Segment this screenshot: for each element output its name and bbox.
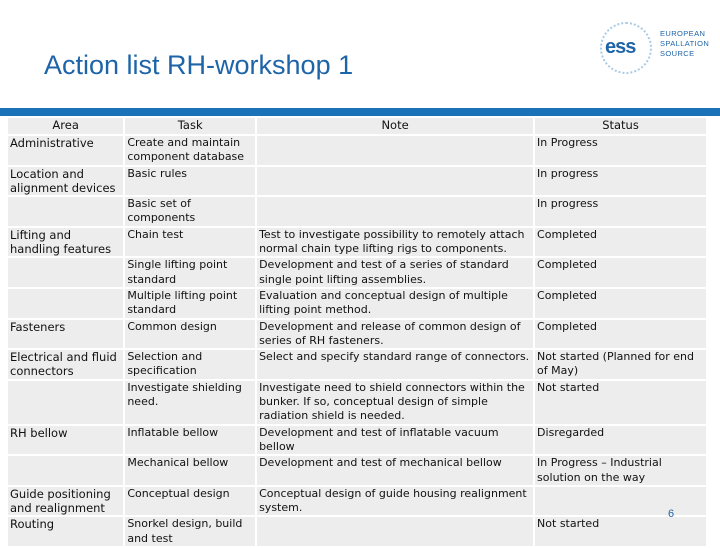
- area-cell: [8, 197, 123, 226]
- task-cell: Conceptual design: [125, 487, 255, 516]
- action-table-wrap: [6, 116, 708, 548]
- area-cell: [8, 289, 123, 318]
- status-cell: Completed: [535, 258, 706, 287]
- area-cell: Fasteners: [8, 320, 123, 349]
- table-header-row: [8, 118, 706, 134]
- status-cell: Not started: [535, 517, 706, 546]
- header-status: Status: [535, 118, 706, 134]
- area-cell: Administrative: [8, 136, 123, 165]
- task-cell: Single lifting point standard: [125, 258, 255, 287]
- action-table: [6, 116, 708, 548]
- note-cell: Select and specify standard range of connectors.: [257, 350, 533, 379]
- logo-line-2: SPALLATION: [660, 39, 710, 48]
- task-cell: Chain test: [125, 228, 255, 257]
- note-cell: Development and test of mechanical bellow: [257, 456, 533, 485]
- note-cell: Development and test of inflatable vacuum bellow: [257, 426, 533, 455]
- table-row: [8, 258, 706, 287]
- note-cell: [257, 136, 533, 165]
- slide-header: [0, 0, 720, 108]
- table-row: [8, 517, 706, 546]
- page-number: 6: [668, 508, 675, 520]
- note-cell: Conceptual design of guide housing realignment system.: [257, 487, 533, 516]
- status-cell: In Progress: [535, 136, 706, 165]
- area-cell: Routing: [8, 517, 123, 546]
- status-cell: In progress: [535, 167, 706, 196]
- note-cell: [257, 167, 533, 196]
- task-cell: Create and maintain component database: [125, 136, 255, 165]
- table-row: [8, 197, 706, 226]
- area-cell: Electrical and fluid connectors: [8, 350, 123, 379]
- area-cell: RH bellow: [8, 426, 123, 455]
- task-cell: Selection and specification: [125, 350, 255, 379]
- table-row: [8, 320, 706, 349]
- logo-line-1: EUROPEAN: [660, 29, 706, 38]
- task-cell: Snorkel design, build and test: [125, 517, 255, 546]
- status-cell: Completed: [535, 320, 706, 349]
- task-cell: Common design: [125, 320, 255, 349]
- status-cell: In Progress – Industrial solution on the way: [535, 456, 706, 485]
- logo-line-3: SOURCE: [660, 49, 695, 58]
- status-cell: Completed: [535, 289, 706, 318]
- note-cell: [257, 197, 533, 226]
- slide-title: Action list RH-workshop 1: [44, 50, 354, 80]
- area-cell: [8, 381, 123, 424]
- task-cell: Investigate shielding need.: [125, 381, 255, 424]
- area-cell: Location and alignment devices: [8, 167, 123, 196]
- table-row: [8, 487, 706, 516]
- status-cell: [535, 487, 706, 516]
- area-cell: [8, 456, 123, 485]
- note-cell: Test to investigate possibility to remotely attach normal chain type lifting rigs to components.: [257, 228, 533, 257]
- note-cell: [257, 517, 533, 546]
- table-row: [8, 167, 706, 196]
- logo-text: [660, 29, 709, 59]
- header-note: Note: [257, 118, 533, 134]
- note-cell: Development and test of a series of standard single point lifting assemblies.: [257, 258, 533, 287]
- table-row: [8, 228, 706, 257]
- note-cell: Evaluation and conceptual design of multiple lifting point method.: [257, 289, 533, 318]
- area-cell: Guide positioning and realignment: [8, 487, 123, 516]
- header-task: Task: [125, 118, 255, 134]
- table-row: [8, 426, 706, 455]
- task-cell: Basic rules: [125, 167, 255, 196]
- area-cell: Lifting and handling features: [8, 228, 123, 257]
- table-row: [8, 289, 706, 318]
- status-cell: Not started (Planned for end of May): [535, 350, 706, 379]
- status-cell: Disregarded: [535, 426, 706, 455]
- ess-logo: [596, 20, 714, 78]
- note-cell: Development and release of common design of series of RH fasteners.: [257, 320, 533, 349]
- task-cell: Mechanical bellow: [125, 456, 255, 485]
- status-cell: Not started: [535, 381, 706, 424]
- header-band: [0, 108, 720, 116]
- status-cell: Completed: [535, 228, 706, 257]
- area-cell: [8, 258, 123, 287]
- task-cell: Inflatable bellow: [125, 426, 255, 455]
- logo-mark: ess: [605, 36, 636, 58]
- table-row: [8, 381, 706, 424]
- table-row: [8, 350, 706, 379]
- table-row: [8, 136, 706, 165]
- note-cell: Investigate need to shield connectors within the bunker. If so, conceptual design of simple radiation shield is needed.: [257, 381, 533, 424]
- table-row: [8, 456, 706, 485]
- header-area: Area: [8, 118, 123, 134]
- status-cell: In progress: [535, 197, 706, 226]
- task-cell: Basic set of components: [125, 197, 255, 226]
- task-cell: Multiple lifting point standard: [125, 289, 255, 318]
